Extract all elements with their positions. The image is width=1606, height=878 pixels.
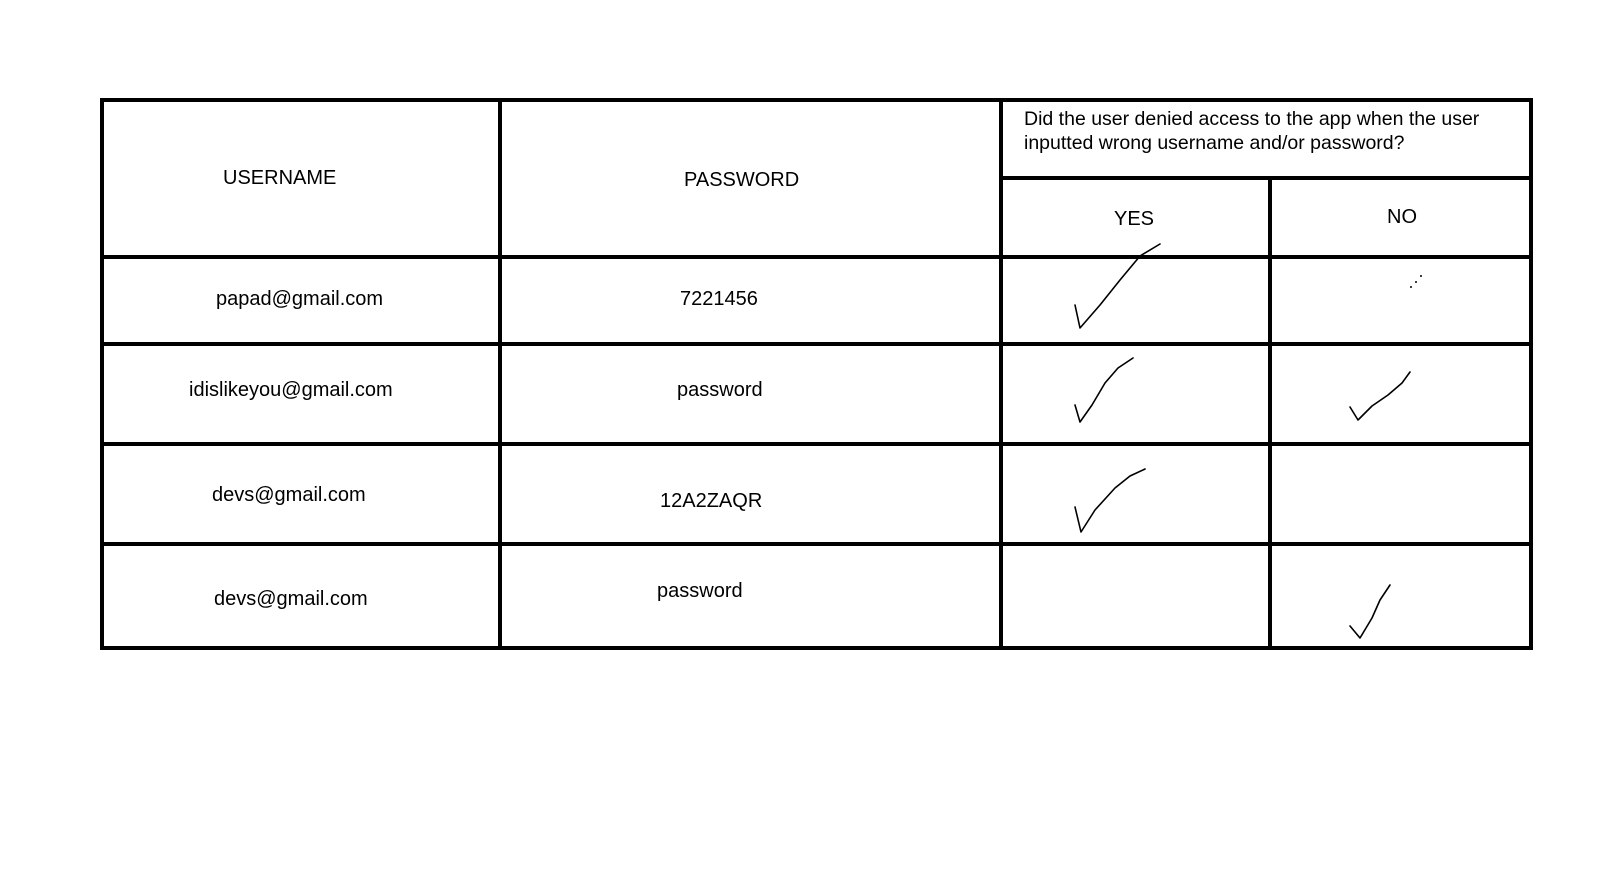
username-cell: devs@gmail.com	[212, 484, 366, 506]
stray-dots	[1410, 275, 1422, 288]
username-cell: devs@gmail.com	[214, 588, 368, 610]
password-cell: password	[657, 580, 743, 602]
password-cell: 7221456	[680, 288, 758, 310]
check-mark-icon	[1350, 372, 1410, 420]
check-mark-icon	[1075, 469, 1145, 532]
check-mark-icon	[1075, 358, 1133, 422]
username-cell: papad@gmail.com	[216, 288, 384, 310]
password-cell: password	[677, 379, 763, 401]
password-cell: 12A2ZAQR	[660, 490, 763, 512]
check-mark-icon	[1350, 585, 1390, 638]
question-header: Did the user denied access to the app when the user inputted wrong username and/or password?	[1024, 108, 1480, 154]
yes-header: YES	[1114, 208, 1155, 230]
username-cell: idislikeyou@gmail.com	[189, 379, 393, 401]
check-mark-icon	[1075, 244, 1160, 328]
no-header: NO	[1387, 206, 1417, 228]
username-header: USERNAME	[223, 167, 337, 189]
password-header: PASSWORD	[684, 169, 800, 191]
